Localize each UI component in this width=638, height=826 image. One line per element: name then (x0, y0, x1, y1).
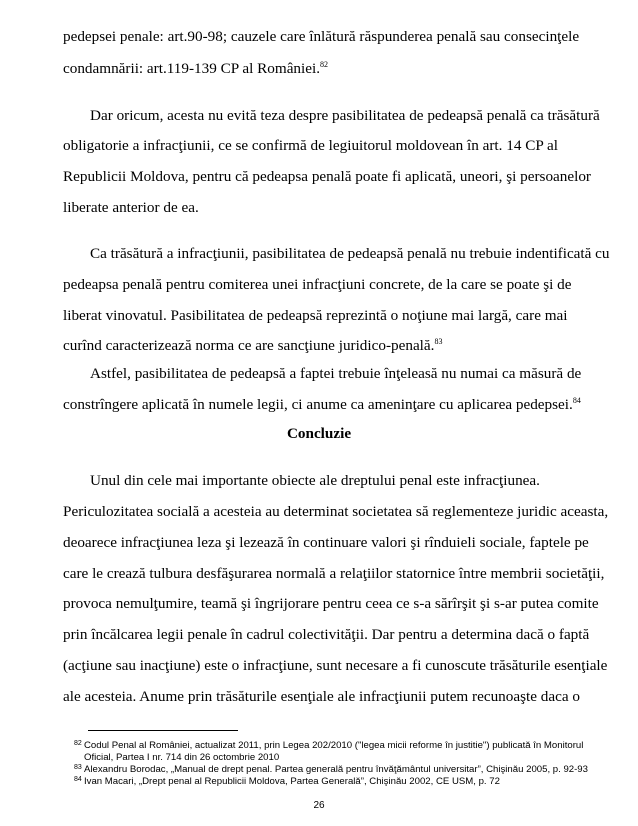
body-line: liberat vinovatul. Pasibilitatea de pedeapsă reprezintă o noţiune mai largă, care mai (63, 307, 568, 324)
body-line: Dar oricum, acesta nu evită teza despre pasibilitatea de pedeapsă penală ca trăsătură (90, 107, 600, 124)
footnote-ref[interactable]: 84 (572, 395, 581, 405)
body-line: obligatorie a infracţiunii, ce se confirmă de legiuitorul moldovean în art. 14 CP al (63, 137, 558, 154)
body-line: curînd caracterizează norma ce are sancţiune juridico-penală.$^{83}$ (63, 336, 443, 354)
body-line: pedepsei penale: art.90-98; cauzele care înlătură răspunderea penală sau consecinţele (63, 28, 580, 45)
body-line: deoarece infracţiunea leza şi lezează în continuare valori şi rînduieli sociale, faptele pe (63, 534, 589, 551)
body-line: Unul din cele mai importante obiecte ale dreptului penal este infracţiunea. (90, 472, 540, 489)
body-line: condamnării: art.119-139 CP al României.$^{82}$ (63, 59, 329, 77)
body-line: Astfel, pasibilitatea de pedeapsă a faptei trebuie înţeleasă nu numai ca măsură de (90, 365, 582, 382)
body-line: ale acesteia. Anume prin trăsăturile esenţiale ale infracţiunii putem recunoaşte daca o (63, 688, 580, 705)
footnote-separator (88, 730, 238, 731)
body-line: provoca nemulţumire, teamă şi îngrijorare pentru ceea ce s-a sărîrşit şi s-ar putea comite (63, 595, 599, 612)
footnote-text: Ivan Macari, „Drept penal al Republicii Moldova, Partea Generală”, Chişinău 2002, CE USM, p. 72 (84, 776, 500, 787)
footnote-number: 82 (74, 740, 82, 747)
body-line: (acţiune sau inacţiune) este o infracţiune, sunt necesare a fi cunoscute trăsăturile esenţiale (63, 657, 608, 674)
body-line: constrîngere aplicată în numele legii, ci anume ca ameninţare cu aplicarea pedepsei.$^{84}$ (63, 395, 581, 413)
body-line: care le crează tulbura desfăşurarea normală a relaţiilor statornice între membrii societăţii, (63, 565, 605, 582)
footnote-number: 84 (74, 776, 82, 783)
body-line: Periculozitatea socială a acesteia au determinat societatea să reglementeze juridic aceasta, (63, 503, 609, 520)
footnote-text: Codul Penal al României, actualizat 2011, prin Legea 202/2010 ("legea micii reforme în justitie") publicată în Monitorul (84, 740, 584, 751)
body-line: Ca trăsătură a infracţiunii, pasibilitatea de pedeapsă penală nu trebuie indentificată cu (90, 245, 610, 262)
body-line: liberate anterior de ea. (63, 199, 199, 216)
body-line: pedeapsa penală pentru comiterea unei infracţiuni concrete, de la care se poate şi de (63, 276, 572, 293)
footnote-text: Oficial, Partea I nr. 714 din 26 octombrie 2010 (84, 752, 280, 763)
footnote-ref[interactable]: 82 (320, 59, 329, 69)
body-line: Republicii Moldova, pentru că pedeapsa penală poate fi aplicată, uneori, şi persoanelor (63, 168, 591, 185)
section-heading: Concluzie (286, 425, 352, 442)
body-line: prin încălcarea legii penale în cadrul colectivităţii. Dar pentru a determina dacă o faptă (63, 626, 590, 643)
footnote-ref[interactable]: 83 (434, 336, 443, 346)
page-number: 26 (313, 800, 325, 811)
footnote-number: 83 (74, 764, 82, 771)
footnote-text: Alexandru Borodac, „Manual de drept penal. Partea generală pentru învăţământul universitar”, Chişinău 2005, p. 92-93 (84, 764, 588, 775)
